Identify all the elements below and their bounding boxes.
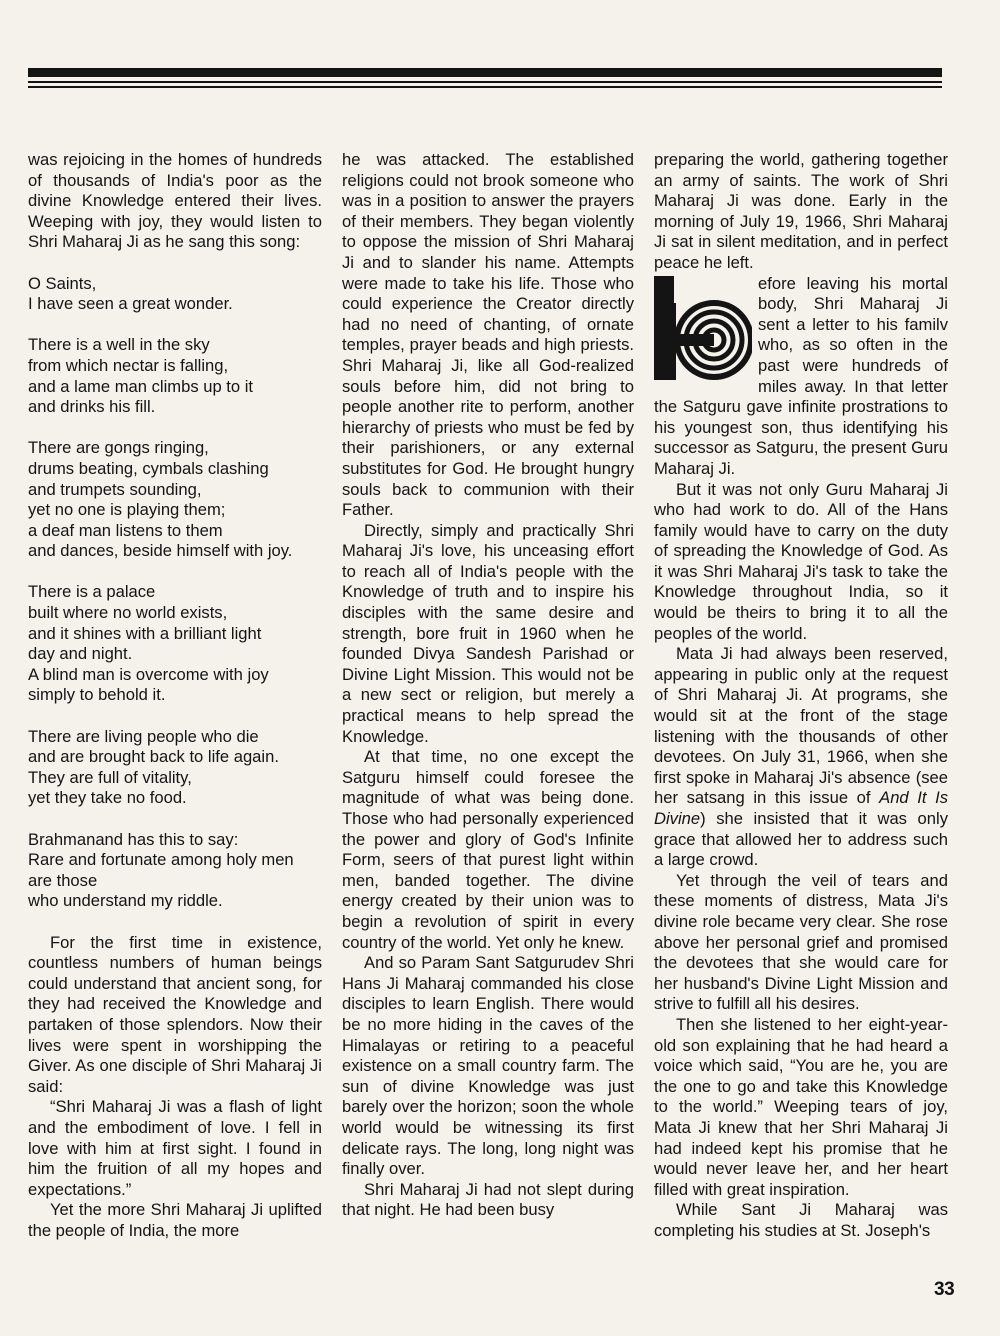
paragraph: Yet through the veil of tears and these moments of distress, Mata Ji's divine role became very clear. She rose above her personal grief and promised the devotees that she would care for her husband's Divine Light Mission and strive to fulfill all his desires.	[654, 870, 948, 1014]
poem-line: yet they take no food.	[28, 788, 187, 808]
poem-line: yet no one is playing them;	[28, 500, 226, 520]
paragraph: Directly, simply and practically Shri Maharaj Ji's love, his unceasing effort to reach all of India's people with the Knowledge of truth and to inspire his disciples with the same desire and strength, bore fruit in 1960 when he founded Divya Sandesh Parishad or Divine Light Mission. This would not be a new sect or religion, but merely a practical means to help spread the Knowledge.	[342, 520, 634, 746]
poem-line: day and night.	[28, 644, 133, 664]
poem	[28, 274, 322, 912]
paragraph: preparing the world, gathering together an army of saints. The work of Shri Maharaj Ji was done. Early in the morning of July 19, 1966, Shri Maharaj Ji sat in silent meditation, and in perfect peace he left.	[654, 150, 948, 272]
text-column-3	[654, 150, 948, 1241]
text-column-2	[342, 150, 634, 1221]
paragraph: And so Param Sant Satgurudev Shri Hans Ji Maharaj commanded his close disciples to learn English. There would be no more hiding in the caves of the Himalayas or retiring to a peaceful existence on a small country farm. The sun of divine Knowledge was just barely over the horizon; soon the whole world would be witnessing its first delicate rays. The long, long night was finally over.	[342, 953, 634, 1179]
poem-stanza	[28, 274, 322, 315]
poem-line: who understand my riddle.	[28, 891, 223, 911]
paragraph: Then she listened to her eight-year-old son explaining that he had heard a voice which said, “You are he, you are the one to go and take this Knowledge to the world.” Weeping tears of joy, Mata Ji knew that her Shri Maharaj Ji had indeed kept his promise that he would never leave her, and her heart filled with great inspiration.	[654, 1014, 948, 1199]
poem-line: from which nectar is falling,	[28, 355, 229, 375]
poem-stanza	[28, 830, 322, 912]
paragraph: Yet the more Shri Maharaj Ji uplifted the people of India, the more	[28, 1200, 322, 1240]
magazine-title: And It Is Divine	[654, 788, 949, 828]
paragraph: For the first time in existence, countless numbers of human beings could understand that ancient song, for they had received the Knowledge and partaken of those splendors. Now their lives were spent in worshipping the Giver. As one disciple of Shri Maharaj Ji said:	[28, 932, 322, 1096]
quote-paragraph: “Shri Maharaj Ji was a flash of light and the embodiment of love. I fell in love with him at first sight. I found in him the fruition of all my hopes and expectations.”	[28, 1097, 322, 1199]
page-number: 33	[934, 1279, 955, 1300]
poem-line: simply to behold it.	[28, 685, 166, 705]
poem-line: There are gongs ringing,	[28, 438, 209, 458]
poem-line: built where no world exists,	[28, 603, 228, 623]
poem-line: There is a well in the sky	[28, 335, 210, 355]
paragraph: At that time, no one except the Satguru himself could foresee the magnitude of what was being done. Those who had personally experienced the power and glory of God's Infinite Form, seers of that purest light within men, banded together. The divine energy created by their union was to begin a revolution of spirit in every country of the world. Yet only he knew.	[342, 747, 634, 952]
dropcap-letter-b-icon	[652, 276, 752, 380]
poem-line: I have seen a great wonder.	[28, 294, 233, 314]
poem-line: drums beating, cymbals clashing	[28, 458, 269, 478]
poem-stanza	[28, 335, 322, 417]
poem-line: Rare and fortunate among holy men	[28, 850, 294, 870]
poem-stanza	[28, 438, 322, 562]
poem-line: and drinks his fill.	[28, 397, 156, 417]
poem-line: and are brought back to life again.	[28, 747, 279, 767]
poem-line: a deaf man listens to them	[28, 520, 223, 540]
poem-line: Brahmanand has this to say:	[28, 829, 239, 849]
header-rule-thin	[28, 81, 942, 83]
poem-line: and a lame man climbs up to it	[28, 376, 254, 396]
poem-line: are those	[28, 870, 98, 890]
paragraph: he was attacked. The established religions could not brook someone who was in a position to answer the prayers of their members. They began violently to oppose the mission of Shri Maharaj Ji and to slander his name. Attempts were made to take his life. Those who could experience the Creator directly had no need of chanting, of ornate temples, prayer beads and high priests. Shri Maharaj Ji, like all God-realized souls before him, did not bring to people another rite to perform, another hierarchy of priests who must be fed by their parishioners, or any external substitutes for God. He brought hungry souls back to communion with their Father.	[342, 150, 634, 520]
poem-line: There are living people who die	[28, 726, 259, 746]
paragraph: was rejoicing in the homes of hundreds of thousands of India's poor as the divine Knowledge entered their lives. Weeping with joy, they would listen to Shri Maharaj Ji as he sang this song:	[28, 150, 322, 252]
poem-line: and it shines with a brilliant light	[28, 623, 262, 643]
poem-line: and dances, beside himself with joy.	[28, 541, 293, 561]
paragraph: Shri Maharaj Ji had not slept during that night. He had been busy	[342, 1179, 634, 1220]
poem-stanza	[28, 727, 322, 809]
header-rule-thick	[28, 68, 942, 77]
paragraph: Mata Ji had always been reserved, appearing in public only at the request of Shri Maharaj Ji. At programs, she would sit at the front of the stage listening with the thousands of other devotees. On July 31, 1966, when she first spoke in Maharaj Ji's absence (see her satsang in this issue of And It Is Divine) she insisted that it was only grace that allowed her to address such a large crowd.	[654, 644, 949, 870]
paragraph: But it was not only Guru Maharaj Ji who had work to do. All of the Hans family would have to carry on the duty of spreading the Knowledge of God. As it was Shri Maharaj Ji's task to take the Knowledge throughout India, so it would be theirs to bring it to all the peoples of the world.	[654, 479, 948, 643]
header-rule-thin	[28, 86, 942, 88]
poem-stanza	[28, 582, 322, 706]
poem-line: There is a palace	[28, 582, 156, 602]
poem-line: A blind man is overcome with joy	[28, 664, 269, 684]
paragraph: While Sant Ji Maharaj was completing his studies at St. Joseph's	[654, 1200, 948, 1240]
poem-line: and trumpets sounding,	[28, 479, 202, 499]
paragraph-with-dropcap: efore leaving his mortal body, Shri Maharaj Ji sent a letter to his familv who, as so often in the past were hundreds of miles away. In that letter the Satguru gave infinite prostrations to his youngest son, thus identifying his successor as Satguru, the present Guru Maharaj Ji.	[654, 273, 948, 478]
poem-line: O Saints,	[28, 273, 97, 293]
poem-line: They are full of vitality,	[28, 767, 192, 787]
text-column-1	[28, 150, 322, 1241]
